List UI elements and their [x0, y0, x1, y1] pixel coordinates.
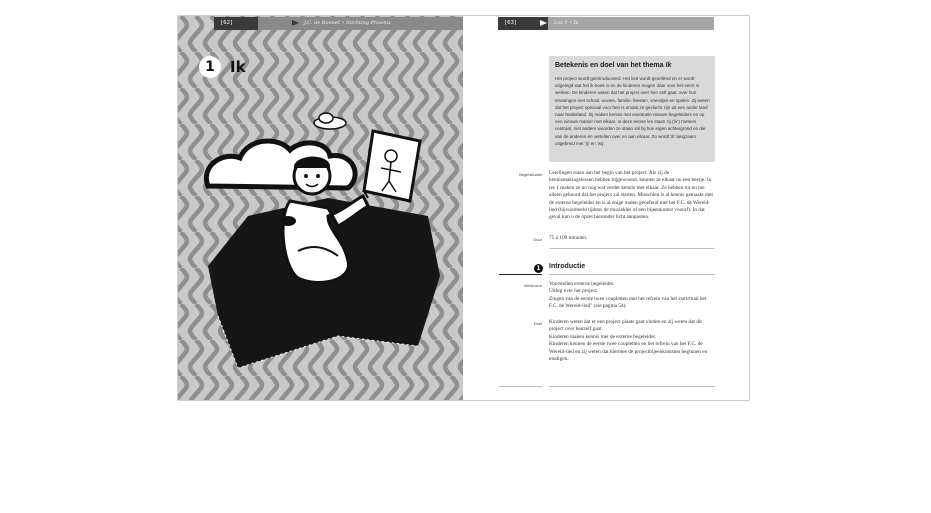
book-spread — [177, 15, 750, 401]
running-head-left-text: J.C. de Bonnet • Stichting Phoenix — [304, 20, 391, 26]
divider — [549, 274, 715, 275]
divider — [549, 248, 715, 249]
section-number: 1 — [534, 264, 543, 273]
wave-pattern-background — [178, 16, 463, 400]
duur-text: 75 à 100 minuten. — [549, 235, 588, 241]
list-item: Kinderen kennen de eerste twee coupletten en het refrein van het F.C. de Wereld-lied en zij weten dat hiermee de projectbijeenkomsten beginnen en eindigen. — [549, 341, 708, 363]
duur-label: Duur — [533, 237, 542, 242]
section-rule — [499, 274, 542, 275]
list-item: Kinderen maken kennis met de externe begeleider. — [549, 333, 657, 340]
running-head-left — [214, 17, 463, 30]
theme-box-title: Betekenis en doel van het thema Ik — [555, 62, 672, 69]
arrow-icon — [540, 20, 547, 26]
divider — [499, 386, 542, 387]
kite-icon — [364, 131, 420, 201]
right-page — [464, 16, 749, 400]
chapter-number: 1 — [199, 56, 221, 78]
doel-text — [549, 319, 715, 363]
left-page — [178, 16, 463, 400]
divider — [549, 386, 715, 387]
list-item: Uitleg over het project. — [549, 288, 599, 295]
beginsituatie-text: Leerlingen staan aan het begin van het project. Als zij de kennismakingslessen hebben bijgewoond, kennen ze elkaar nu een beetje. In les 1 maken ze nu nog wat verder kennis met elkaar. Ze hebben tot nu toe alleen gehoord dat het project zal starten. Misschien is al kennis gemaakt met de externe begeleider en is al enige malen geoefend met het F.C. de Wereld-lied (bijvoorbeeld tijdens de muziekles of een bijeenkomst vooraf). In dat geval kun u de opzet hieronder licht aanpassen. — [549, 170, 714, 221]
chapter-title: Ik — [230, 58, 246, 76]
page-number-right: [63] — [498, 17, 548, 30]
list-item: Kinderen weten dat er een project plaats gaat vinden en zij weten dat dit project over henzelf gaat. — [549, 319, 702, 333]
theme-box-text: Het project wordt geïntroduceerd. Het lied wordt geoefend en er wordt uitgelegd wat het ik-boek is en de kinderen mogen daar voor het eerst in werken. De kinderen weten dat het project over hen zelf gaat, over hun ervaringen met school, wonen, familie, feesten, vriendjes en spelen. Zij weten dat het project speciaal voor hen is omdat ze gevlucht zijn uit een ander land naar Nederland. Zij maken kennis met eventuele nieuwe begeleiders en op een nieuwe manier met elkaar. In deze eerste les staan zij ('ik') meteen centraal, met andere woorden ze staan stil bij hun eigen achtergrond en die van de anderen en vertellen over en aan elkaar. Zo wordt 'ik' langzaam uitgebreid met 'jij' en 'wij'. — [555, 76, 710, 146]
doel-label: Doel — [533, 321, 542, 326]
running-head-right-text: Les 1 • Ik — [554, 20, 579, 26]
list-item: Voorstellen externe begeleider. — [549, 281, 615, 287]
list-item: Zingen van de eerste twee coupletten met het refrein van het startritual het F.C. de Wereld-lied" (zie pagina 54). — [549, 295, 707, 310]
running-head-right — [498, 17, 714, 30]
section-title: Introductie — [549, 263, 586, 270]
werkvorm-text — [549, 281, 715, 311]
beginsituatie-label: Beginsituatie — [519, 172, 542, 177]
werkvorm-label: Werkvorm — [523, 283, 542, 288]
theme-info-box — [549, 56, 715, 162]
page-number-left: [62] — [214, 17, 258, 30]
arrow-icon — [292, 20, 299, 26]
